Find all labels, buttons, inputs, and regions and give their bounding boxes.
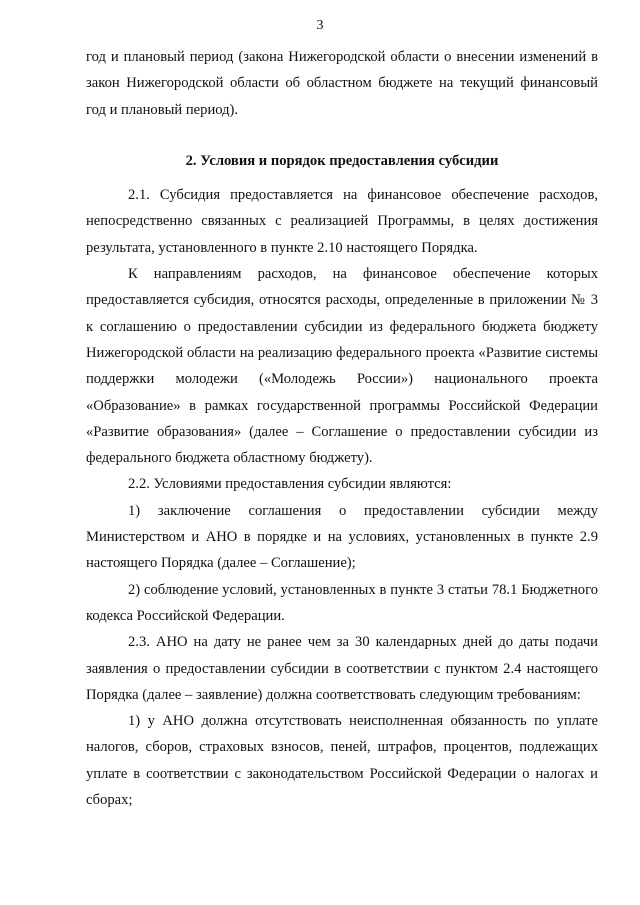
paragraph-condition-1: 1) заключение соглашения о предоставлении субсидии между Министерством и АНО в порядке и на условиях, установленных в пункте 2.9 настоящего Порядка (далее – Соглашение); xyxy=(86,502,598,572)
intro-paragraph: год и плановый период (закона Нижегородской области о внесении изменений в закон Нижегородской области об областном бюджете на текущий финансовый год и плановый период). xyxy=(86,49,598,118)
paragraph-2-2: 2.2. Условиями предоставления субсидии являются: xyxy=(128,476,452,493)
document-body xyxy=(86,44,598,813)
paragraph-expense-directions: К направлениям расходов, на финансовое обеспечение которых предоставляется субсидия, относятся расходы, определенные в приложении № 3 к соглашению о предоставлении субсидии из федерального бюджета бюджету Нижегородской области на реализацию федерального проекта «Развитие системы поддержки молодежи («Молодежь России») национального проекта «Образование» в рамках государственной программы Российской Федерации «Развитие образования» (далее – Соглашение о предоставлении субсидии из федерального бюджета областному бюджету). xyxy=(86,266,598,467)
paragraph-requirement-1: 1) у АНО должна отсутствовать неисполненная обязанность по уплате налогов, сборов, страховых взносов, пеней, штрафов, процентов, подлежащих уплате в соответствии с законодательством Российской Федерации о налогах и сборах; xyxy=(86,713,598,809)
paragraph-condition-2: 2) соблюдение условий, установленных в пункте 3 статьи 78.1 Бюджетного кодекса Российской Федерации. xyxy=(86,581,598,624)
paragraph-2-1: 2.1. Субсидия предоставляется на финансовое обеспечение расходов, непосредственно связанных с реализацией Программы, в целях достижения результата, установленного в пункте 2.10 настоящего Порядка. xyxy=(86,187,598,256)
paragraph-2-3: 2.3. АНО на дату не ранее чем за 30 календарных дней до даты подачи заявления о предоставлении субсидии в соответствии с пунктом 2.4 настоящего Порядка (далее – заявление) должна соответствовать следующим требованиям: xyxy=(86,634,598,703)
page-number: 3 xyxy=(316,18,324,33)
section-title: 2. Условия и порядок предоставления субсидии xyxy=(185,152,499,169)
